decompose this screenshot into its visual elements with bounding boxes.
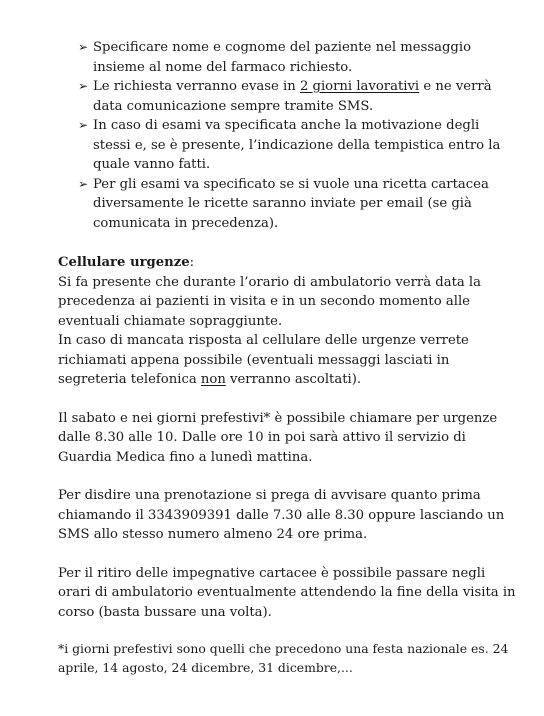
disdetta-paragraph: Per disdire una prenotazione si prega di avvisare quanto prima chiamando il 3343909391 dalle 7.30 alle 8.30 oppure lasciando un SMS allo stesso numero almeno 24 ore prima. [58,488,505,542]
arrow-bullet-icon: ➢ [78,118,89,132]
footnote: *i giorni prefestivi sono quelli che precedono una festa nazionale es. 24 aprile, 14 agosto, 24 dicembre, 31 dicembre,... [58,641,509,675]
underlined-days: 2 giorni lavorativi [299,79,420,94]
arrow-bullet-icon: ➢ [78,79,89,93]
list-item-text: Specificare nome e cognome del paziente nel messaggio insieme al nome del farmaco richiesto. [93,40,472,75]
paragraph-text-end: verranno ascoltati). [225,372,362,387]
list-item [78,38,520,77]
list-item-text: Per gli esami va specificato se si vuole una ricetta cartacea diversamente le ricette saranno inviate per email (se già comunicata in precedenza). [93,176,489,231]
urgenze-heading-line [58,253,520,273]
list-item [78,77,520,116]
underlined-non: non [200,372,226,387]
list-item [78,175,520,234]
urgenze-section [58,253,520,390]
section-heading: Cellulare urgenze [58,255,190,270]
urgenze-paragraph-1: Si fa presente che durante l’orario di ambulatorio verrà data la precedenza ai pazienti in visita e in un secondo momento alle eventuali chiamate sopraggiunte. [58,274,482,329]
list-item-text: In caso di esami va specificata anche la motivazione degli stessi e, se è presente, l’indicazione della tempistica entro la quale vanno fatti. [93,118,501,172]
arrow-bullet-icon: ➢ [78,40,89,54]
urgenze-paragraph-2 [58,331,520,390]
instructions-list [58,38,520,233]
document-page [58,38,520,677]
list-item [78,116,520,175]
list-item-text-end: e ne verrà data comunicazione sempre tramite SMS. [93,79,492,114]
arrow-bullet-icon: ➢ [78,176,89,191]
sabato-paragraph: Il sabato e nei giorni prefestivi* è possibile chiamare per urgenze dalle 8.30 alle 10. Dalle ore 10 in poi sarà attivo il servizio di Guardia Medica fino a lunedì mattina. [58,410,498,465]
impegnative-paragraph: Per il ritiro delle impegnative cartacee è possibile passare negli orari di ambulatorio eventualmente attendendo la fine della visita in corso (basta bussare una volta). [58,565,516,620]
heading-colon: : [189,255,195,270]
list-item-text-start: Le richiesta verranno evase in [93,79,300,94]
paragraph-text-start: In caso di mancata risposta al cellulare delle urgenze verrete richiamati appena possibile (eventuali messaggi lasciati in segreteria telefonica [58,333,469,387]
